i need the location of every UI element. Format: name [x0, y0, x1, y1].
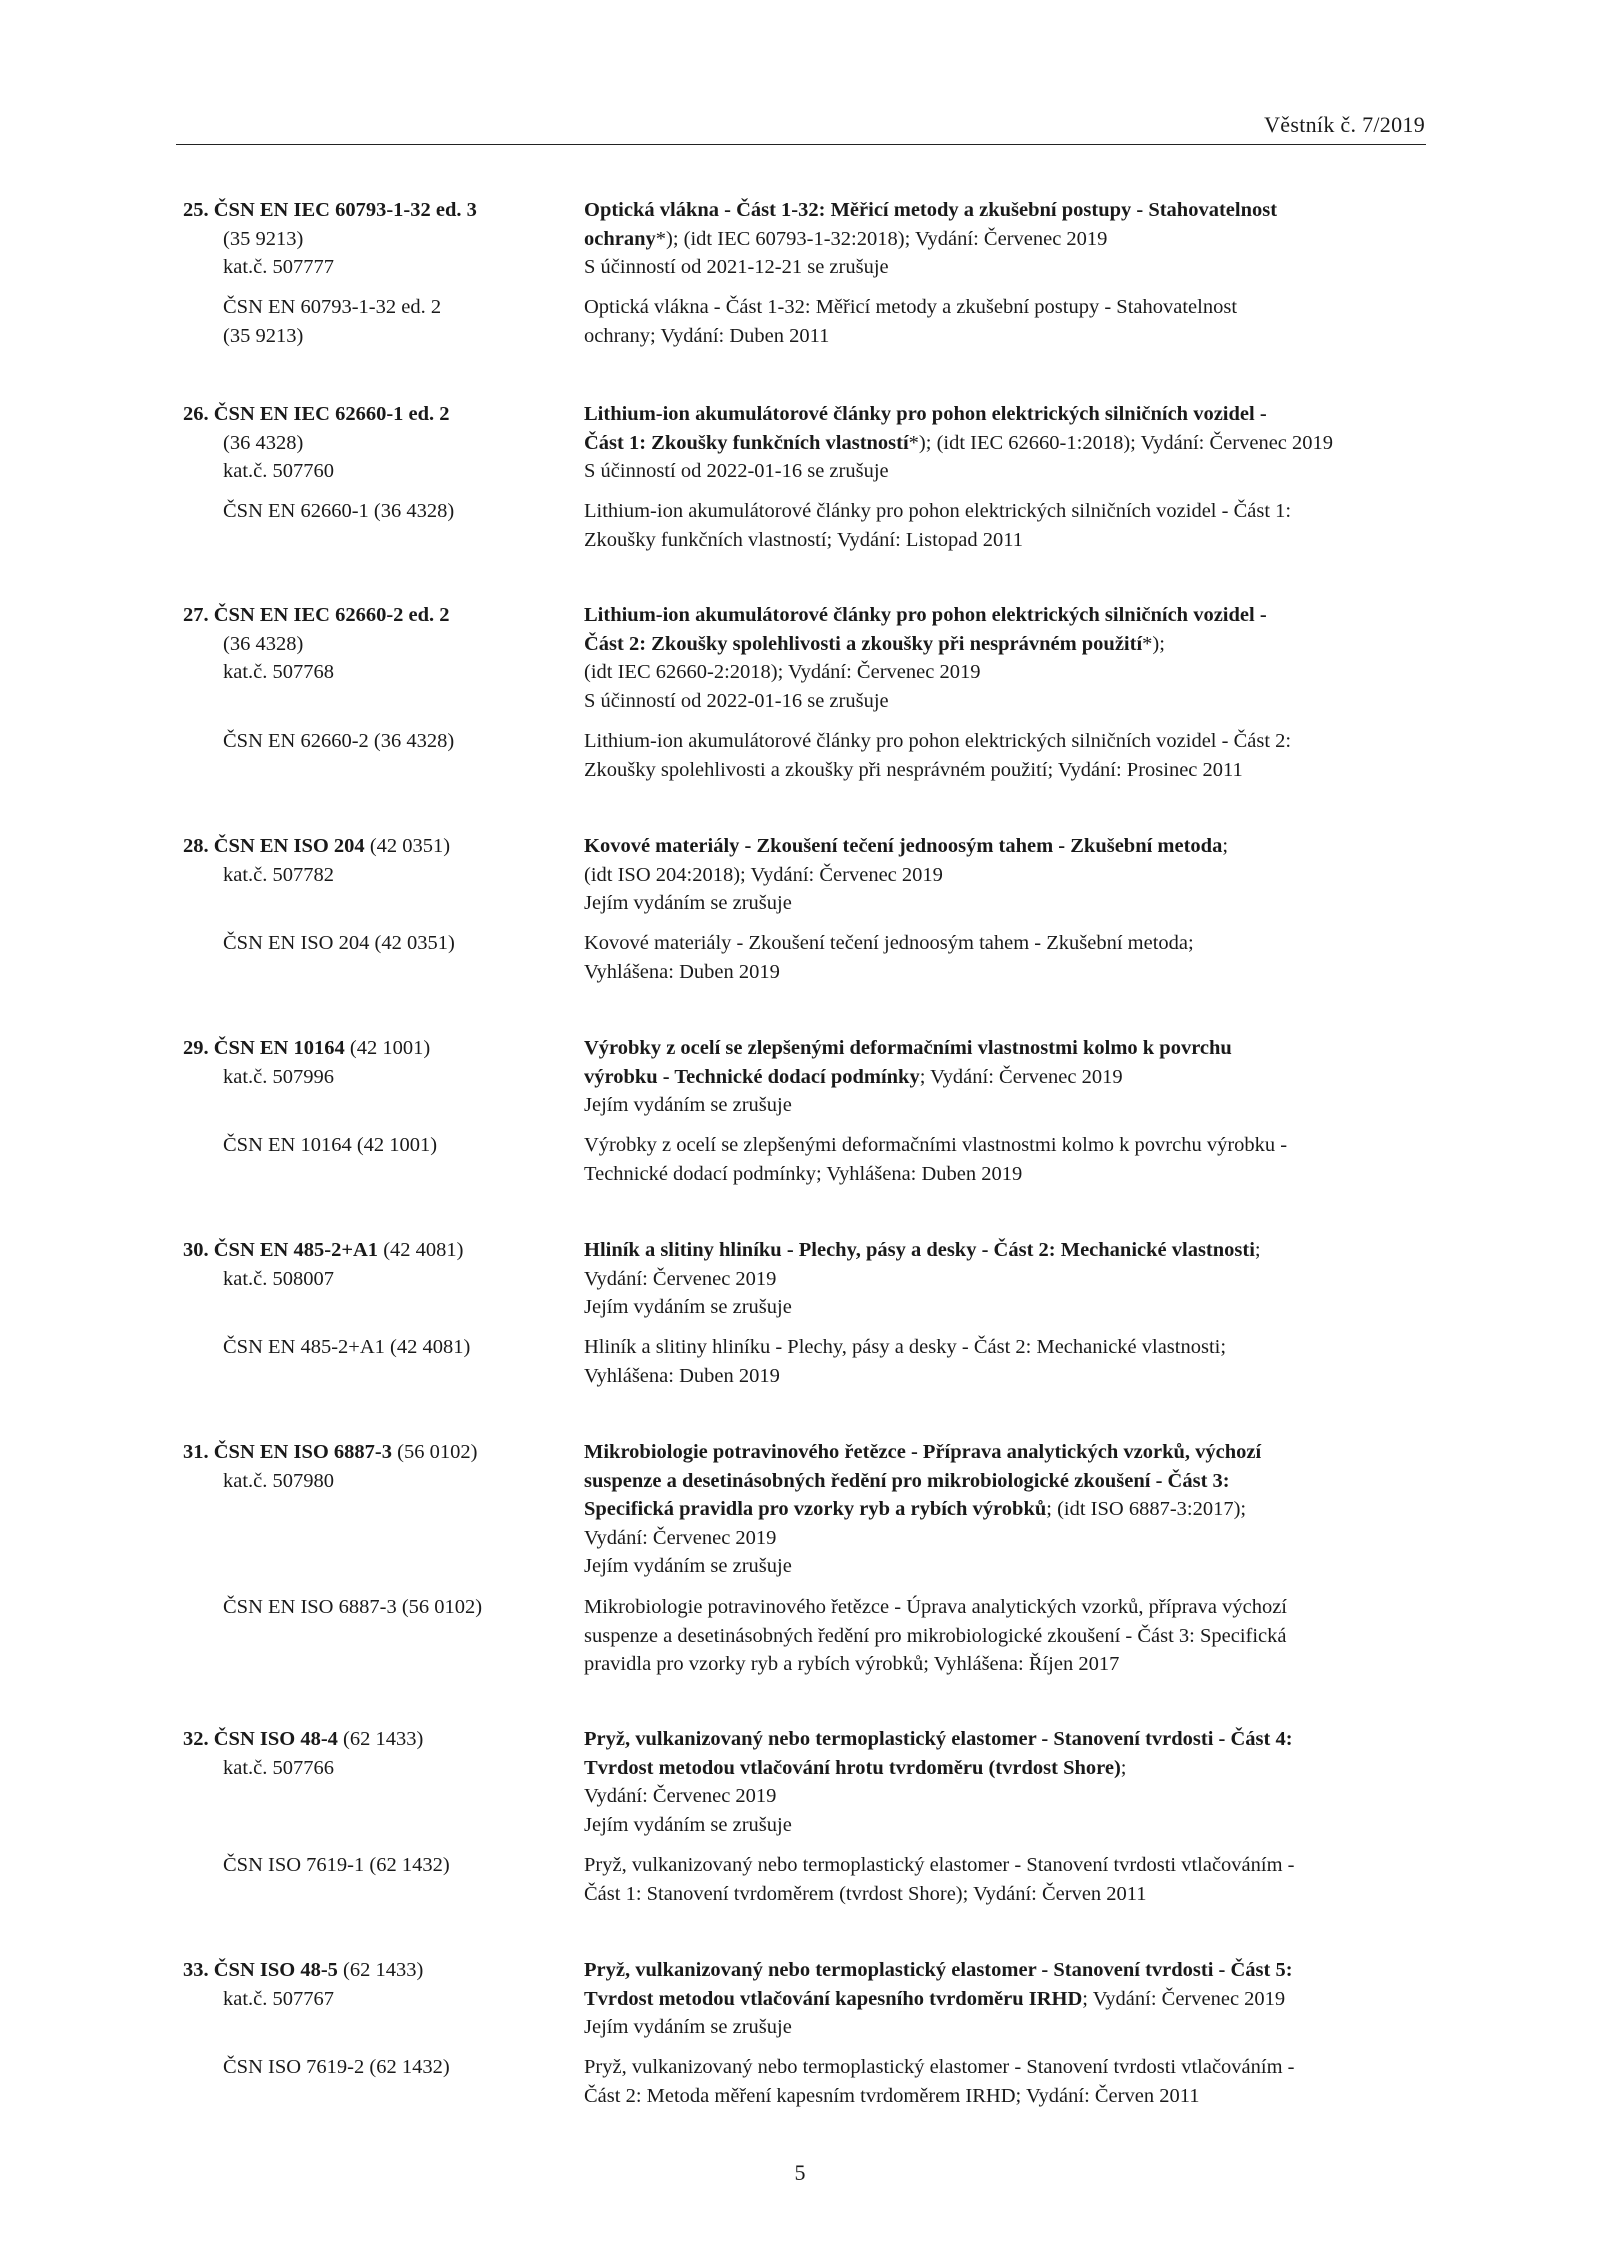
replaced-title-line: Část 2: Metoda měření kapesním tvrdoměrem IRHD; Vydání: Červen 2011	[584, 2084, 1200, 2107]
replaced-code-line: (35 9213)	[223, 324, 304, 347]
title-line	[584, 196, 1434, 225]
title-line	[584, 225, 1434, 254]
title-suffix: ;	[1222, 835, 1229, 857]
standard-identifier	[183, 1236, 563, 1293]
issue-info: Vydání: Červenec 2019	[584, 1526, 777, 1549]
classification-code: (35 9213)	[223, 227, 304, 250]
title-line	[584, 601, 1434, 630]
classification-code: (42 0351)	[364, 835, 451, 857]
standard-identifier	[183, 1725, 563, 1782]
standard-title: Část 2: Zkoušky spolehlivosti a zkoušky při nesprávném použití	[584, 632, 1143, 655]
replaced-standard-title	[584, 1851, 1434, 1908]
title-line	[584, 630, 1434, 659]
entry-number: 26.	[183, 403, 209, 425]
standard-title: Část 1: Zkoušky funkčních vlastností	[584, 431, 909, 454]
standard-code: ČSN EN ISO 6887-3	[208, 1441, 393, 1463]
title-line	[584, 1725, 1434, 1754]
replaced-code-line: ČSN EN 10164 (42 1001)	[223, 1134, 438, 1156]
replaced-code-line: ČSN EN 485-2+A1 (42 4081)	[223, 1336, 471, 1358]
standard-code: ČSN EN IEC 62660-1 ed. 2	[208, 403, 450, 425]
replaced-standard-title	[584, 1333, 1434, 1390]
standard-identifier	[183, 1438, 563, 1495]
standard-code: ČSN EN 10164	[208, 1037, 345, 1059]
replaced-standard-code	[223, 1593, 583, 1622]
standard-description	[584, 832, 1434, 918]
issue-info: Jejím vydáním se zrušuje	[584, 1555, 792, 1578]
classification-code: (42 4081)	[378, 1239, 464, 1261]
entry-number: 33.	[183, 1959, 209, 1981]
classification-code: (36 4328)	[223, 632, 304, 655]
standard-description	[584, 196, 1434, 282]
replaced-standard-title	[584, 929, 1434, 986]
replaced-title-line: Výrobky z ocelí se zlepšenými deformačními vlastnostmi kolmo k povrchu výrobku -	[584, 1134, 1288, 1156]
title-line	[584, 1236, 1434, 1265]
title-line	[584, 1495, 1434, 1524]
standard-description	[584, 1438, 1434, 1581]
entry-number: 31.	[183, 1441, 209, 1463]
issue-info: Jejím vydáním se zrušuje	[584, 1094, 792, 1117]
title-suffix: ; Vydání: Červenec 2019	[1082, 1987, 1286, 2010]
catalog-number: kat.č. 507782	[223, 863, 335, 886]
page-header-title: Věstník č. 7/2019	[1264, 112, 1425, 137]
catalog-number: kat.č. 507777	[223, 256, 335, 279]
standard-title: Optická vlákna - Část 1-32: Měřicí metody a zkušební postupy - Stahovatelnost	[584, 199, 1278, 221]
standard-title: Tvrdost metodou vtlačování kapesního tvrdoměru IRHD	[584, 1987, 1083, 2010]
standard-heading	[183, 196, 563, 225]
standard-title: Lithium-ion akumulátorové články pro pohon elektrických silničních vozidel -	[584, 604, 1267, 626]
replaced-code-line: ČSN EN ISO 204 (42 0351)	[223, 932, 455, 954]
replaced-standard-code	[223, 1131, 583, 1160]
standard-heading	[183, 1725, 563, 1754]
replaced-standard-title	[584, 1593, 1434, 1679]
title-line	[584, 1985, 1434, 2014]
classification-code: (62 1433)	[337, 1728, 424, 1750]
title-line	[584, 1467, 1434, 1496]
title-suffix: ; (idt ISO 6887-3:2017);	[1046, 1498, 1247, 1521]
standard-code: ČSN EN ISO 204	[208, 835, 365, 857]
replaced-standard-code	[223, 1333, 583, 1362]
replaced-title-line: Zkoušky funkčních vlastností; Vydání: Listopad 2011	[584, 528, 1024, 551]
replaced-standard-code	[223, 929, 583, 958]
title-suffix: ; Vydání: Červenec 2019	[919, 1065, 1123, 1088]
standard-identifier	[183, 601, 563, 687]
title-suffix: *); (idt IEC 62660-1:2018); Vydání: Červenec 2019	[908, 431, 1334, 454]
issue-info: Vydání: Červenec 2019	[584, 1267, 777, 1290]
header-rule	[176, 144, 1426, 145]
replaced-title-line: Technické dodací podmínky; Vyhlášena: Duben 2019	[584, 1162, 1023, 1185]
standard-heading	[183, 1956, 563, 1985]
replaced-standard-title	[584, 727, 1434, 784]
replaced-title-line: ochrany; Vydání: Duben 2011	[584, 324, 830, 347]
standard-code: ČSN ISO 48-4	[208, 1728, 338, 1750]
entry-number: 32.	[183, 1728, 209, 1750]
replaced-title-line: Část 1: Stanovení tvrdoměrem (tvrdost Shore); Vydání: Červen 2011	[584, 1882, 1147, 1905]
standard-description	[584, 1034, 1434, 1120]
catalog-number: kat.č. 507760	[223, 460, 335, 483]
replaced-title-line: Optická vlákna - Část 1-32: Měřicí metody a zkušební postupy - Stahovatelnost	[584, 296, 1238, 318]
standard-identifier	[183, 832, 563, 889]
replaced-title-line: Hliník a slitiny hliníku - Plechy, pásy a desky - Část 2: Mechanické vlastnosti;	[584, 1336, 1227, 1358]
title-suffix: ;	[1120, 1756, 1127, 1779]
title-suffix: ;	[1254, 1239, 1261, 1261]
standard-heading	[183, 832, 563, 861]
catalog-number: kat.č. 507996	[223, 1065, 335, 1088]
replaced-code-line: ČSN EN 62660-2 (36 4328)	[223, 730, 455, 752]
standard-heading	[183, 1438, 563, 1467]
issue-info: Jejím vydáním se zrušuje	[584, 1296, 792, 1319]
replaced-standard-code	[223, 497, 583, 526]
catalog-number: kat.č. 507766	[223, 1756, 335, 1779]
replaced-title-line: Vyhlášena: Duben 2019	[584, 1364, 780, 1387]
catalog-number: kat.č. 507980	[223, 1469, 335, 1492]
replaced-standard-title	[584, 1131, 1434, 1188]
standard-title: Pryž, vulkanizovaný nebo termoplastický elastomer - Stanovení tvrdosti - Část 5:	[584, 1959, 1293, 1981]
standard-identifier	[183, 196, 563, 282]
title-line	[584, 1063, 1434, 1092]
standard-title: Lithium-ion akumulátorové články pro pohon elektrických silničních vozidel -	[584, 403, 1267, 425]
entry-number: 28.	[183, 835, 209, 857]
standard-title: Pryž, vulkanizovaný nebo termoplastický elastomer - Stanovení tvrdosti - Část 4:	[584, 1728, 1293, 1750]
standard-title: Tvrdost metodou vtlačování hrotu tvrdoměru (tvrdost Shore)	[584, 1756, 1121, 1779]
title-line	[584, 832, 1434, 861]
standard-heading	[183, 1236, 563, 1265]
standard-heading	[183, 400, 563, 429]
standard-code: ČSN EN IEC 60793-1-32 ed. 3	[208, 199, 477, 221]
entry-number: 29.	[183, 1037, 209, 1059]
entry-number: 25.	[183, 199, 209, 221]
standard-heading	[183, 1034, 563, 1063]
classification-code: (36 4328)	[223, 431, 304, 454]
replaced-code-line: ČSN EN 60793-1-32 ed. 2	[223, 296, 442, 318]
replaced-standard-code	[223, 727, 583, 756]
title-line	[584, 1956, 1434, 1985]
replaced-title-line: Lithium-ion akumulátorové články pro pohon elektrických silničních vozidel - Část 1:	[584, 500, 1292, 522]
classification-code: (56 0102)	[392, 1441, 478, 1463]
title-line	[584, 429, 1434, 458]
title-line	[584, 1754, 1434, 1783]
title-line	[584, 400, 1434, 429]
standard-identifier	[183, 400, 563, 486]
standard-description	[584, 1236, 1434, 1322]
replaced-title-line: Vyhlášena: Duben 2019	[584, 960, 780, 983]
standard-identifier	[183, 1034, 563, 1091]
replaced-title-line: Mikrobiologie potravinového řetězce - Úprava analytických vzorků, příprava výchozí	[584, 1596, 1287, 1618]
standard-title: Mikrobiologie potravinového řetězce - Příprava analytických vzorků, výchozí	[584, 1441, 1262, 1463]
replaced-code-line: ČSN EN ISO 6887-3 (56 0102)	[223, 1596, 483, 1618]
standard-identifier	[183, 1956, 563, 2013]
catalog-number: kat.č. 507767	[223, 1987, 335, 2010]
page-number: 5	[794, 2160, 806, 2185]
replaced-code-line: ČSN ISO 7619-2 (62 1432)	[223, 2056, 450, 2078]
replaced-standard-title	[584, 293, 1434, 350]
replaced-standard-code	[223, 2053, 583, 2082]
issue-info: S účinností od 2022-01-16 se zrušuje	[584, 689, 889, 712]
classification-code: (42 1001)	[344, 1037, 431, 1059]
standard-title: suspenze a desetinásobných ředění pro mikrobiologické zkoušení - Část 3:	[584, 1469, 1230, 1492]
issue-info: S účinností od 2021-12-21 se zrušuje	[584, 256, 889, 279]
issue-info: Jejím vydáním se zrušuje	[584, 892, 792, 915]
standard-description	[584, 1956, 1434, 2042]
title-suffix: *); (idt IEC 60793-1-32:2018); Vydání: Červenec 2019	[655, 227, 1108, 250]
replaced-standard-title	[584, 2053, 1434, 2110]
replaced-title-line: Pryž, vulkanizovaný nebo termoplastický elastomer - Stanovení tvrdosti vtlačováním -	[584, 1854, 1295, 1876]
standard-code: ČSN ISO 48-5	[208, 1959, 338, 1981]
catalog-number: kat.č. 507768	[223, 661, 335, 684]
standard-title: Výrobky z ocelí se zlepšenými deformačními vlastnostmi kolmo k povrchu	[584, 1037, 1232, 1059]
standard-title: Hliník a slitiny hliníku - Plechy, pásy a desky - Část 2: Mechanické vlastnosti	[584, 1239, 1255, 1261]
standard-code: ČSN EN 485-2+A1	[208, 1239, 379, 1261]
issue-info: Vydání: Červenec 2019	[584, 1785, 777, 1808]
standard-title: Specifická pravidla pro vzorky ryb a rybích výrobků	[584, 1498, 1047, 1521]
standard-heading	[183, 601, 563, 630]
issue-info: Jejím vydáním se zrušuje	[584, 1813, 792, 1836]
replaced-title-line: Zkoušky spolehlivosti a zkoušky při nesprávném použití; Vydání: Prosinec 2011	[584, 758, 1243, 781]
title-line	[584, 1438, 1434, 1467]
classification-code: (62 1433)	[337, 1959, 424, 1981]
replaced-title-line: pravidla pro vzorky ryb a rybích výrobků; Vyhlášena: Říjen 2017	[584, 1653, 1120, 1676]
standard-title: ochrany	[584, 227, 656, 250]
replaced-standard-title	[584, 497, 1434, 554]
replaced-code-line: ČSN EN 62660-1 (36 4328)	[223, 500, 455, 522]
catalog-number: kat.č. 508007	[223, 1267, 335, 1290]
replaced-title-line: suspenze a desetinásobných ředění pro mikrobiologické zkoušení - Část 3: Specifická	[584, 1624, 1287, 1647]
replaced-title-line: Kovové materiály - Zkoušení tečení jednoosým tahem - Zkušební metoda;	[584, 932, 1194, 954]
title-line	[584, 1034, 1434, 1063]
replaced-standard-code	[223, 293, 583, 350]
replaced-title-line: Lithium-ion akumulátorové články pro pohon elektrických silničních vozidel - Část 2:	[584, 730, 1292, 752]
standard-description	[584, 601, 1434, 715]
issue-info: (idt IEC 62660-2:2018); Vydání: Červenec 2019	[584, 661, 981, 684]
standard-description	[584, 400, 1434, 486]
standard-title: výrobku - Technické dodací podmínky	[584, 1065, 920, 1088]
entry-number: 27.	[183, 604, 209, 626]
replaced-title-line: Pryž, vulkanizovaný nebo termoplastický elastomer - Stanovení tvrdosti vtlačováním -	[584, 2056, 1295, 2078]
entry-number: 30.	[183, 1239, 209, 1261]
standard-description	[584, 1725, 1434, 1839]
replaced-code-line: ČSN ISO 7619-1 (62 1432)	[223, 1854, 450, 1876]
standard-title: Kovové materiály - Zkoušení tečení jednoosým tahem - Zkušební metoda	[584, 835, 1223, 857]
issue-info: S účinností od 2022-01-16 se zrušuje	[584, 460, 889, 483]
issue-info: (idt ISO 204:2018); Vydání: Červenec 2019	[584, 863, 943, 886]
title-suffix: *);	[1142, 632, 1165, 655]
replaced-standard-code	[223, 1851, 583, 1880]
standard-code: ČSN EN IEC 62660-2 ed. 2	[208, 604, 450, 626]
issue-info: Jejím vydáním se zrušuje	[584, 2016, 792, 2039]
